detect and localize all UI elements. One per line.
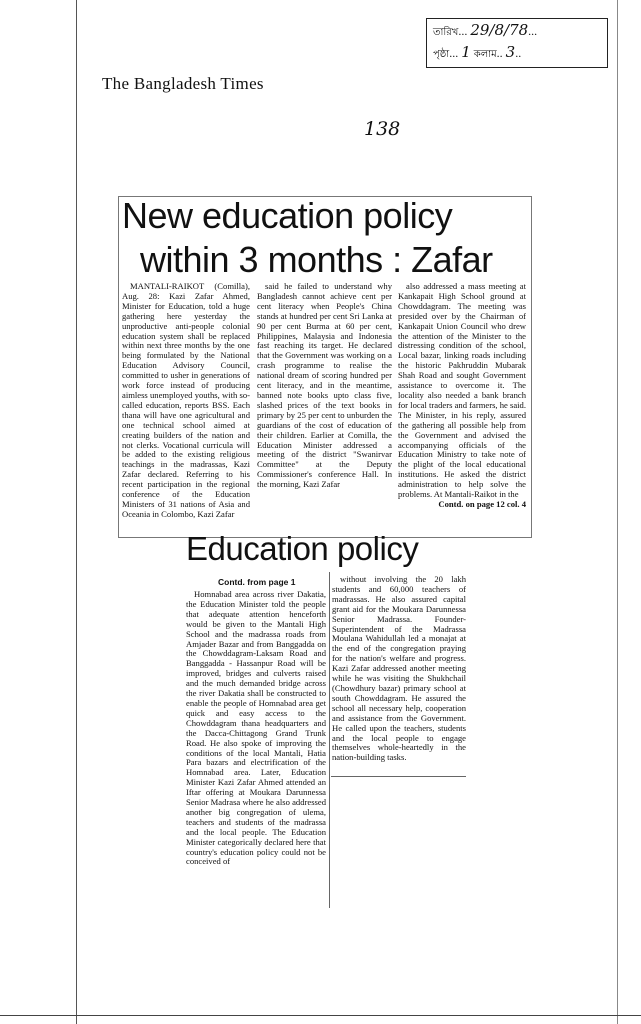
- article-paragraph: said he failed to understand why Bangladesh cannot achieve cent per cent literacy when People's China stands at hundred per cent Sri Lanka at 90 per cent Burma at 60 per cent, Philippines, Malaysia and Indonesia fast reaching its target. He declared that the Government was working on a crash programme to realise the national dream of scoring hundred per cent literacy, and in the meantime, banned note books upto class five, slashed prices of the text books in primary by 25 per cent to unburden the guardians of the cost of education of their children. Earlier at Comilla, the Education Minister addressed a meeting of the district "Swanirvar Committee" at the Deputy Commissioner's conference Hall. In the morning, Kazi Zafar: [257, 282, 392, 490]
- continuation-column-2: [332, 575, 466, 775]
- continued-note: Contd. on page 12 col. 4: [438, 498, 526, 509]
- article-paragraph: without involving the 20 lakh students and 60,000 teachers of madrassas. He also assured capital grant aid for the Moukara Darunnessa Senior Madrassa. Founder-Superintendent of the Madrassa Moulana Wahidullah led a monajat at the end of the congregation praying for the nation's welfare and progress. Kazi Zafar addressed another meeting while he was visiting the Shukhchail (Chowdhury bazar) primary school at south Chowddagram. He assured the school all necessary help, cooperation and assistance from the Government. He called upon the teachers, students and the local people to engage themselves whole-heartedly in the nation-building tasks.: [332, 575, 466, 763]
- article-column-3: [398, 282, 526, 530]
- headline-line-2: within 3 months : Zafar: [140, 239, 493, 280]
- column-divider: [329, 572, 330, 908]
- headline-line-1: New education policy: [122, 195, 453, 236]
- page-number: 138: [364, 118, 401, 140]
- stamp-date-value: 29/8/78: [470, 21, 529, 39]
- article-column-1: [122, 282, 250, 534]
- page-margin-rule-bottom: [0, 1015, 641, 1016]
- stamp-page-line: পৃষ্ঠা... 1 কলাম.. 3..: [433, 43, 522, 61]
- page-margin-rule-left: [76, 0, 77, 1024]
- stamp-page-value: 1: [461, 43, 471, 61]
- newspaper-name: The Bangladesh Times: [102, 74, 264, 93]
- article-paragraph: Homnabad area across river Dakatia, the Education Minister told the people that adequate attention henceforth would be given to the Mantali High School and the madrassa roads from Amjader Bazar and from Banggadda on the Chowddagram-Laksam Road and Banggadda - Hassanpur Road will be improved, bridges and culverts raised and the much demanded bridge across the river Dakatia shall be constructed to enable the people of Homnabad area get quick and easy access to the Chowddagram thana headquarters and the Dacca-Chittagong Grand Trunk Road. He also spoke of improving the conditions of the local Mantali, Hatia Para bazars and electrification of the Homnabad area. Later, Education Minister Kazi Zafar Ahmed attended an Iftar offering at Moukara Darunnessa Senior Madrasa where he also addressed another big congregation of ulema, teachers and students of the madrassa and the local people. The Education Minister categorically declared here that country's education policy could not be conceived of: [186, 590, 326, 867]
- article-paragraph: also addressed a mass meeting at Kankapait High School ground at Chowddagram. The meeting was presided over by the Chairman of Kankapait Union Council who drew the attention of the Minister to the distressing condition of the school, Local bazar, linking roads including the historic Pakhruddin Mubarak Shah Road and sought Government assistance to overcome it. The locality also needed a bank branch for local traders and farmers, he said. The Minister, in his reply, assured the gathering all possible help from the Government and advised the accompanying officials of the Education Ministry to take note of the plight of the local educational institutions. He asked the district administration to help solve the problems. At Mantali-Raikot in the: [398, 282, 526, 500]
- stamp-date-label: তারিখ: [433, 27, 459, 38]
- article-column-2: [257, 282, 392, 534]
- column-end-rule: [331, 776, 466, 777]
- article-paragraph: MANTALI-RAIKOT (Comilla), Aug. 28: Kazi Zafar Ahmed, Minister for Education, told a huge gathering here yesterday the unproductive anti-people colonial education system shall be replaced within next three months by the one being formulated by the National Education Advisory Council, committed to usher in generations of work force instead of producing aimless unemployed youths, with so-called education, reports BSS. Each thana will have one agricultural and one technical school aimed at creating builders of the nation and not clerks. Vocational curricula will be added to the existing religious teachings in the madrassas, Kazi Zafar declared. Referring to his recent participation in the regional conference of the Education Ministers of 31 nations of Asia and Oceania in Colombo, Kazi Zafar: [122, 282, 250, 519]
- stamp-col-label: কলাম: [473, 49, 497, 60]
- page-margin-rule-right: [617, 0, 618, 1024]
- continuation-column-1: [186, 590, 326, 908]
- stamp-page-label: পৃষ্ঠা: [433, 49, 450, 60]
- continuation-headline: Education policy: [186, 530, 419, 567]
- archive-stamp: [426, 18, 608, 68]
- continued-from-label: Contd. from page 1: [218, 577, 296, 587]
- stamp-date-line: তারিখ... 29/8/78...: [433, 21, 538, 39]
- stamp-col-value: 3: [505, 43, 516, 61]
